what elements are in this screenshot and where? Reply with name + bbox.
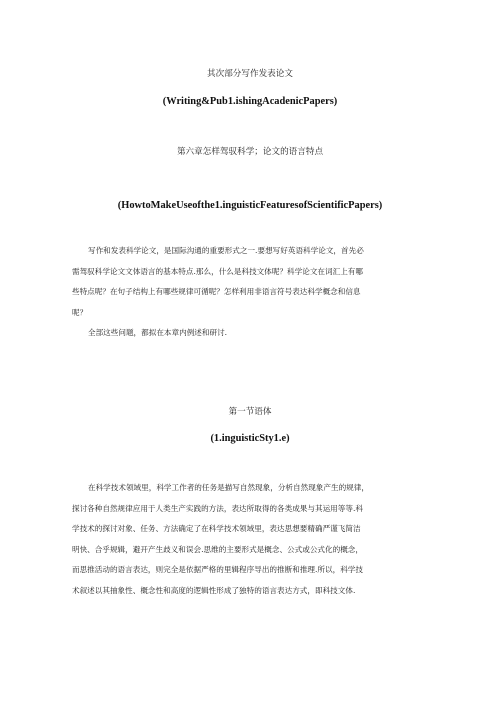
chapter-title-en: (HowtoMakeUseofthe1.inguisticFeaturesofScientificPapers) xyxy=(117,200,383,211)
intro-closing-paragraph xyxy=(72,323,432,344)
intro-line: 些特点呢？在句子结构上有哪些规律可循呢？怎样利用非语言符号表达科学概念和信息 xyxy=(72,287,361,296)
intro-closing-line: 全部这些问题，都拟在本章内例述和研讨. xyxy=(88,328,228,337)
part-title-en: (Writing&Pub1.ishingAcadenicPapers) xyxy=(162,96,338,107)
intro-line: 写作和发表科学论文，是国际沟通的重要形式之一.要想写好英语科学论文，首先必 xyxy=(88,246,364,255)
body-line: 学技术的探讨对象、任务、方法确定了在科学技术领域里，表达思想要精确严谨飞简洁 xyxy=(72,524,361,533)
body-line: 明快、合乎规辑，避开产生歧义和误会.思维的主要形式是概念、公式或公式化的概念， xyxy=(72,544,363,554)
section-title-cn: 第一节语体 xyxy=(228,407,272,417)
intro-line: 需驾驭科学论文文体语言的基本特点.那么，什么是科技文体呢？科学论文在词汇上有哪 xyxy=(72,266,363,276)
intro-line: 呢？ xyxy=(72,307,88,317)
intro-paragraph xyxy=(72,241,432,323)
section-title-en: (1.inguisticSty1.e) xyxy=(210,433,290,444)
body-line: 而思推活动的语言表达，则完全是依据严格的里辑程序导出的推断和推理.所以，科学技 xyxy=(72,565,363,574)
body-line: 探讨各种自然规律应用于人类生产实践的方法，表达所取得的各类成果与其运用等等.科 xyxy=(72,503,363,513)
body-paragraph xyxy=(72,478,432,601)
body-line: 在科学技术领域里，科学工作者的任务是描写自然现象，分析自然现象产生的规律， xyxy=(88,483,369,492)
chapter-title-cn: 第六章怎样驾驭科学；论文的语言特点 xyxy=(176,147,324,157)
part-title-cn: 其次部分写作发表论文 xyxy=(207,69,293,79)
body-line: 术叙述以其抽象性、概念性和高度的逻辑性形成了独特的语言表达方式，即科技文体. xyxy=(72,585,356,595)
